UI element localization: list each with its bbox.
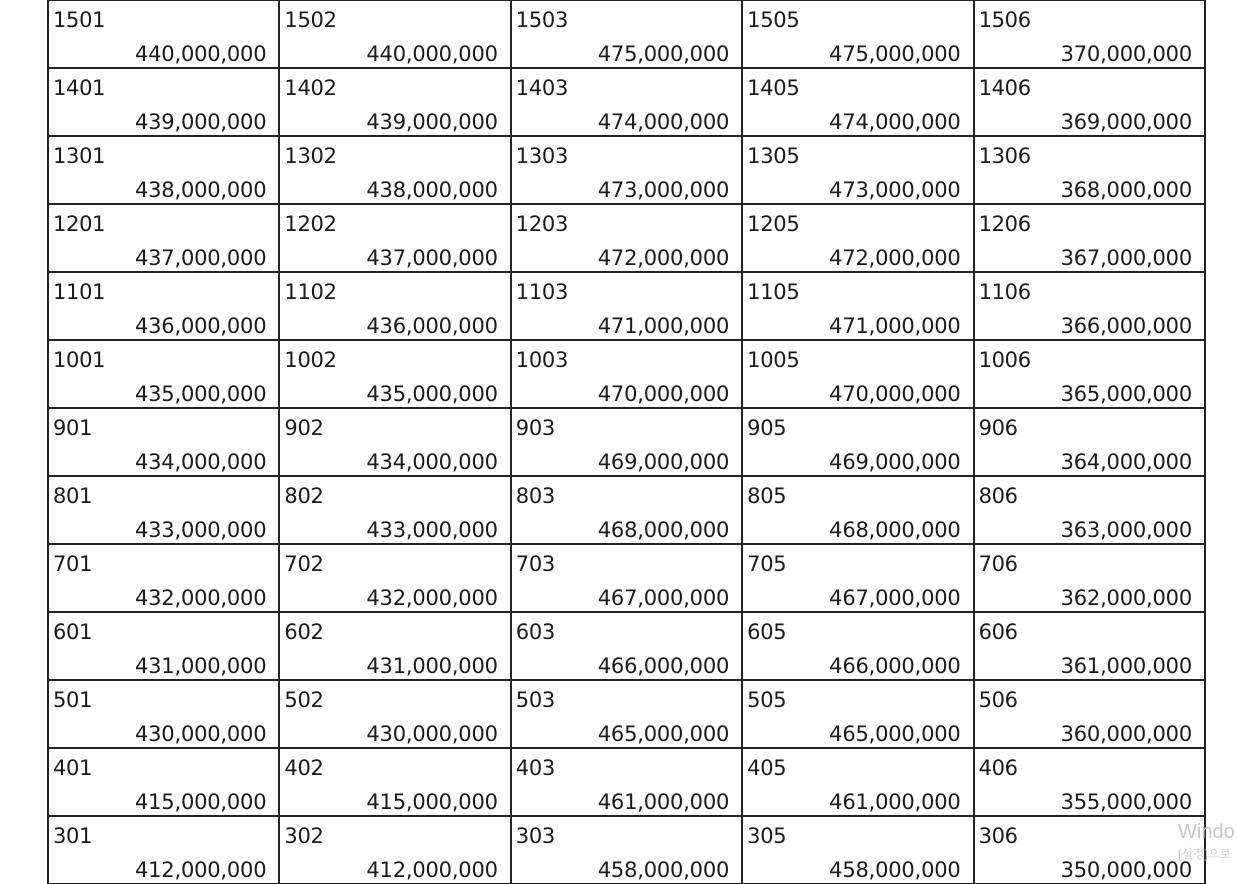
unit-number: 806 (978, 484, 1018, 508)
unit-cell (279, 816, 510, 884)
unit-number: 1301 (53, 144, 106, 168)
unit-cell (974, 748, 1205, 816)
table-row (48, 204, 1205, 272)
unit-price: 437,000,000 (134, 246, 267, 270)
unit-price: 365,000,000 (1060, 382, 1192, 406)
unit-cell (974, 136, 1205, 204)
unit-number: 1202 (284, 212, 337, 236)
unit-cell (48, 748, 279, 816)
unit-cell (511, 612, 742, 680)
unit-cell (48, 204, 279, 272)
unit-number: 1103 (515, 280, 569, 304)
unit-cell (742, 136, 973, 204)
unit-cell (279, 340, 510, 408)
unit-price: 436,000,000 (134, 314, 267, 338)
unit-cell (279, 748, 510, 816)
unit-price: 432,000,000 (366, 586, 498, 610)
unit-price-table (47, 0, 1206, 884)
unit-cell (279, 476, 510, 544)
table-row (48, 340, 1205, 408)
unit-price: 467,000,000 (829, 586, 961, 610)
unit-cell (48, 136, 279, 204)
unit-price: 458,000,000 (829, 858, 961, 882)
unit-cell (742, 748, 973, 816)
unit-cell (279, 136, 510, 204)
unit-number: 1105 (747, 280, 800, 304)
table-row (48, 816, 1205, 884)
unit-cell (279, 204, 510, 272)
unit-number: 303 (515, 824, 555, 848)
unit-price: 468,000,000 (597, 518, 730, 542)
unit-price: 438,000,000 (366, 178, 498, 202)
unit-cell (742, 340, 973, 408)
unit-cell (974, 476, 1205, 544)
unit-cell (974, 204, 1205, 272)
unit-number: 1403 (515, 76, 569, 100)
unit-number: 302 (284, 824, 324, 848)
unit-price: 466,000,000 (829, 654, 961, 678)
unit-price: 472,000,000 (597, 246, 730, 270)
unit-cell (279, 680, 510, 748)
unit-number: 506 (978, 688, 1018, 712)
unit-price: 471,000,000 (829, 314, 961, 338)
table-row (48, 136, 1205, 204)
unit-cell (48, 612, 279, 680)
unit-price: 466,000,000 (597, 654, 730, 678)
unit-price: 474,000,000 (829, 110, 961, 134)
unit-price: 367,000,000 (1060, 246, 1192, 270)
unit-cell (974, 408, 1205, 476)
unit-cell (974, 272, 1205, 340)
unit-cell (742, 680, 973, 748)
watermark-title: Windo (1178, 821, 1235, 843)
unit-price: 438,000,000 (134, 178, 267, 202)
unit-number: 1306 (978, 144, 1031, 168)
unit-price: 467,000,000 (597, 586, 730, 610)
unit-price: 364,000,000 (1060, 450, 1192, 474)
unit-number: 403 (515, 756, 555, 780)
table-row (48, 68, 1205, 136)
unit-cell (48, 408, 279, 476)
unit-number: 1201 (53, 212, 106, 236)
unit-cell (48, 680, 279, 748)
unit-price: 431,000,000 (366, 654, 498, 678)
unit-cell (742, 544, 973, 612)
unit-price: 465,000,000 (597, 722, 730, 746)
unit-price: 430,000,000 (134, 722, 267, 746)
unit-price: 440,000,000 (366, 42, 498, 66)
unit-price: 440,000,000 (134, 42, 267, 66)
unit-cell (511, 68, 742, 136)
unit-price: 433,000,000 (134, 518, 267, 542)
unit-price: 475,000,000 (829, 42, 961, 66)
unit-price: 437,000,000 (366, 246, 498, 270)
unit-number: 603 (515, 620, 555, 644)
unit-number: 701 (53, 552, 93, 576)
unit-cell (279, 544, 510, 612)
unit-price: 412,000,000 (366, 858, 498, 882)
unit-number: 1505 (747, 8, 800, 32)
unit-price: 439,000,000 (366, 110, 498, 134)
unit-price: 436,000,000 (366, 314, 498, 338)
price-table-body (48, 0, 1205, 884)
unit-price: 473,000,000 (829, 178, 961, 202)
table-row (48, 272, 1205, 340)
unit-number: 402 (284, 756, 324, 780)
unit-cell (48, 544, 279, 612)
windows-activation-watermark (1178, 820, 1235, 862)
unit-cell (511, 136, 742, 204)
unit-number: 1001 (53, 348, 106, 372)
unit-price: 461,000,000 (597, 790, 730, 814)
table-row (48, 544, 1205, 612)
watermark-subtitle: [설정]으로 (1178, 847, 1232, 861)
unit-number: 1206 (978, 212, 1031, 236)
unit-number: 406 (978, 756, 1018, 780)
unit-number: 1402 (284, 76, 337, 100)
unit-number: 605 (747, 620, 787, 644)
unit-price: 439,000,000 (134, 110, 267, 134)
unit-price: 472,000,000 (829, 246, 961, 270)
unit-number: 401 (53, 756, 93, 780)
unit-number: 1502 (284, 8, 337, 32)
unit-number: 606 (978, 620, 1018, 644)
unit-number: 1003 (515, 348, 569, 372)
unit-price: 368,000,000 (1060, 178, 1192, 202)
unit-number: 405 (747, 756, 787, 780)
unit-price: 363,000,000 (1060, 518, 1192, 542)
unit-price: 360,000,000 (1060, 722, 1192, 746)
unit-number: 901 (53, 416, 93, 440)
unit-cell (974, 68, 1205, 136)
unit-price: 432,000,000 (134, 586, 267, 610)
table-row (48, 0, 1205, 68)
unit-cell (742, 612, 973, 680)
unit-number: 1205 (747, 212, 800, 236)
unit-price: 435,000,000 (134, 382, 267, 406)
unit-cell (511, 476, 742, 544)
unit-cell (511, 816, 742, 884)
unit-cell (48, 272, 279, 340)
unit-cell (511, 748, 742, 816)
unit-price: 469,000,000 (829, 450, 961, 474)
unit-price: 412,000,000 (134, 858, 267, 882)
unit-price: 474,000,000 (597, 110, 730, 134)
unit-number: 305 (747, 824, 787, 848)
unit-cell (742, 272, 973, 340)
unit-price: 469,000,000 (597, 450, 730, 474)
unit-cell (279, 272, 510, 340)
unit-price: 473,000,000 (597, 178, 730, 202)
unit-cell (742, 476, 973, 544)
unit-cell (742, 0, 973, 68)
unit-price: 369,000,000 (1060, 110, 1192, 134)
unit-cell (511, 0, 742, 68)
unit-price: 433,000,000 (366, 518, 498, 542)
unit-number: 1506 (978, 8, 1031, 32)
unit-cell (742, 816, 973, 884)
unit-cell (48, 0, 279, 68)
unit-cell (974, 680, 1205, 748)
unit-cell (974, 544, 1205, 612)
table-row (48, 408, 1205, 476)
unit-cell (742, 68, 973, 136)
unit-number: 703 (515, 552, 555, 576)
table-row (48, 476, 1205, 544)
table-row (48, 680, 1205, 748)
unit-price: 435,000,000 (366, 382, 498, 406)
unit-number: 1006 (978, 348, 1031, 372)
unit-cell (974, 0, 1205, 68)
unit-cell (279, 0, 510, 68)
unit-number: 802 (284, 484, 324, 508)
unit-cell (742, 204, 973, 272)
unit-price: 465,000,000 (829, 722, 961, 746)
unit-cell (279, 612, 510, 680)
unit-price: 461,000,000 (829, 790, 961, 814)
unit-number: 1406 (978, 76, 1031, 100)
unit-price: 434,000,000 (134, 450, 267, 474)
unit-price: 415,000,000 (366, 790, 498, 814)
unit-number: 1405 (747, 76, 800, 100)
unit-cell (974, 612, 1205, 680)
unit-number: 1102 (284, 280, 337, 304)
unit-number: 805 (747, 484, 787, 508)
unit-price: 415,000,000 (134, 790, 267, 814)
unit-number: 906 (978, 416, 1018, 440)
unit-cell (511, 340, 742, 408)
unit-number: 601 (53, 620, 93, 644)
unit-cell (279, 408, 510, 476)
unit-price: 350,000,000 (1060, 858, 1192, 882)
unit-number: 1002 (284, 348, 337, 372)
unit-number: 1501 (53, 8, 106, 32)
unit-cell (511, 204, 742, 272)
unit-cell (48, 816, 279, 884)
unit-number: 1303 (515, 144, 569, 168)
unit-number: 903 (515, 416, 555, 440)
unit-price: 434,000,000 (366, 450, 498, 474)
unit-number: 306 (978, 824, 1018, 848)
unit-price: 471,000,000 (597, 314, 730, 338)
unit-number: 705 (747, 552, 787, 576)
unit-price: 475,000,000 (597, 42, 730, 66)
unit-price: 458,000,000 (597, 858, 730, 882)
unit-number: 501 (53, 688, 93, 712)
unit-number: 505 (747, 688, 787, 712)
table-row (48, 748, 1205, 816)
unit-number: 503 (515, 688, 555, 712)
unit-cell (511, 544, 742, 612)
unit-number: 803 (515, 484, 555, 508)
unit-number: 801 (53, 484, 93, 508)
unit-number: 1101 (53, 280, 106, 304)
unit-price: 362,000,000 (1060, 586, 1192, 610)
unit-price: 430,000,000 (366, 722, 498, 746)
unit-price: 361,000,000 (1060, 654, 1192, 678)
unit-price: 370,000,000 (1060, 42, 1192, 66)
unit-cell (48, 68, 279, 136)
unit-number: 502 (284, 688, 324, 712)
unit-cell (742, 408, 973, 476)
unit-cell (279, 68, 510, 136)
unit-number: 1302 (284, 144, 337, 168)
unit-cell (511, 680, 742, 748)
unit-price: 470,000,000 (597, 382, 730, 406)
unit-number: 301 (53, 824, 93, 848)
unit-number: 905 (747, 416, 787, 440)
unit-price: 470,000,000 (829, 382, 961, 406)
table-row (48, 612, 1205, 680)
unit-number: 706 (978, 552, 1018, 576)
unit-price: 355,000,000 (1060, 790, 1192, 814)
unit-number: 1401 (53, 76, 106, 100)
unit-number: 1503 (515, 8, 569, 32)
unit-number: 1005 (747, 348, 800, 372)
unit-price: 366,000,000 (1060, 314, 1192, 338)
unit-cell (974, 340, 1205, 408)
unit-number: 1106 (978, 280, 1031, 304)
unit-cell (48, 340, 279, 408)
unit-price: 431,000,000 (134, 654, 267, 678)
unit-cell (48, 476, 279, 544)
unit-cell (511, 272, 742, 340)
unit-price: 468,000,000 (829, 518, 961, 542)
unit-number: 1305 (747, 144, 800, 168)
unit-cell (511, 408, 742, 476)
unit-number: 702 (284, 552, 324, 576)
unit-cell (974, 816, 1205, 884)
unit-number: 602 (284, 620, 324, 644)
unit-number: 1203 (515, 212, 569, 236)
unit-number: 902 (284, 416, 324, 440)
